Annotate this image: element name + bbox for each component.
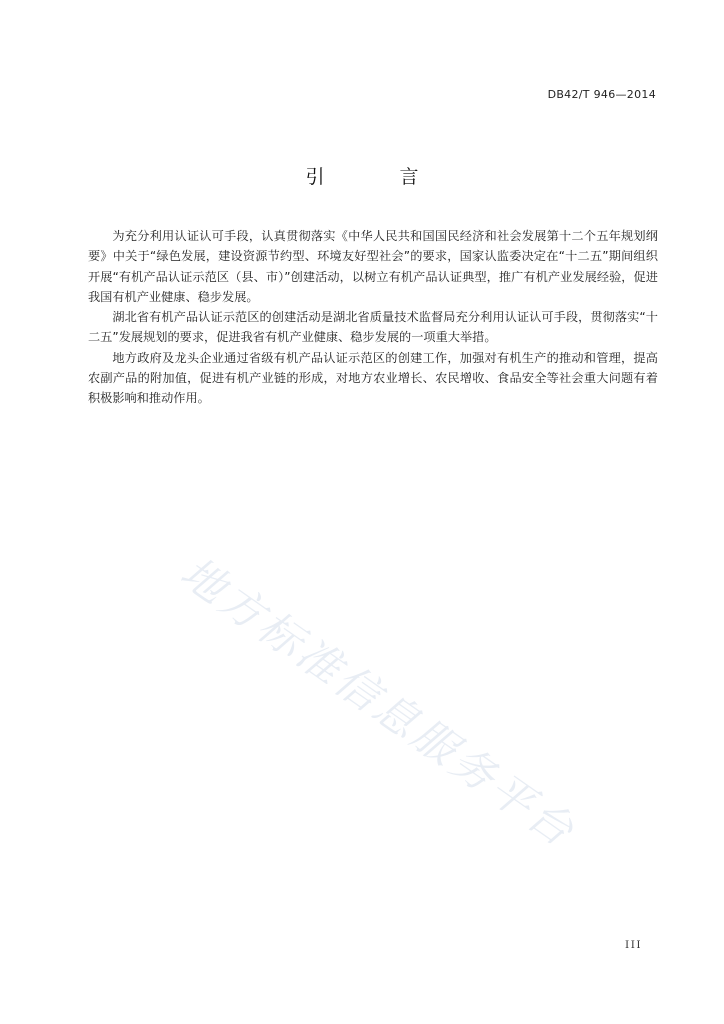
standard-code: DB42/T 946—2014 bbox=[547, 88, 656, 101]
paragraph: 地方政府及龙头企业通过省级有机产品认证示范区的创建工作，加强对有机生产的推动和管理，提高农副产品的附加值，促进有机产业链的形成，对地方农业增长、农民增收、食品安全等社会重大问题有着积极影响和推动作用。 bbox=[88, 350, 658, 406]
paragraph: 湖北省有机产品认证示范区的创建活动是湖北省质量技术监督局充分利用认证认可手段，贯彻落实“十二五”发展规划的要求，促进我省有机产业健康、稳步发展的一项重大举措。 bbox=[88, 310, 658, 345]
paragraph: 为充分利用认证认可手段，认真贯彻落实《中华人民共和国国民经济和社会发展第十二个五年规划纲要》中关于“绿色发展，建设资源节约型、环境友好型社会”的要求，国家认监委决定在“十二五”期间组织开展“有机产品认证示范区（县、市）”创建活动，以树立有机产品认证典型，推广有机产业发展经验，促进我国有机产业健康、稳步发展。 bbox=[88, 229, 658, 304]
watermark-text: 地方标准信息服务平台 bbox=[171, 547, 585, 859]
page-title: 引 言 bbox=[305, 166, 447, 188]
page-number: III bbox=[625, 939, 642, 951]
document-body bbox=[88, 226, 658, 409]
